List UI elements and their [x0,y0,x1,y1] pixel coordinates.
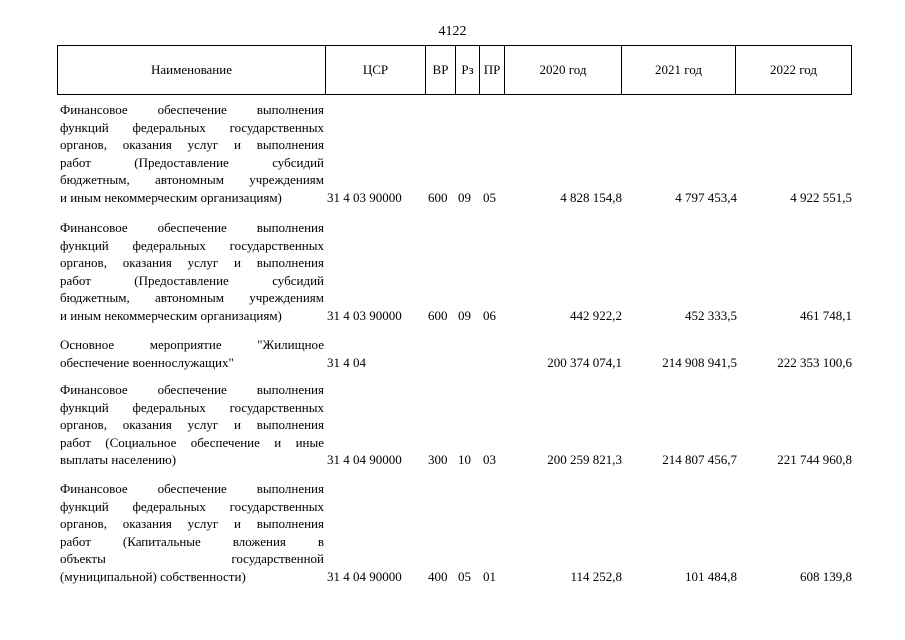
row-name-line: и иным некоммерческим организациям) [60,307,282,323]
header-rz: Рз [456,46,480,94]
header-name: Наименование [58,46,326,94]
row-name-line: органов, оказания услуг и выполнения [60,137,324,153]
row-pr: 03 [483,452,496,468]
row-2021: 214 908 941,5 [662,354,737,370]
header-vr: ВР [426,46,456,94]
row-name-line: и иным некоммерческим организациям) [60,189,282,205]
row-name-line: работ (Предоставление субсидий [60,272,324,288]
header-2021: 2021 год [622,46,736,94]
row-2020: 200 374 074,1 [547,354,622,370]
row-csr: 31 4 04 90000 [327,569,402,584]
row-name-line: Финансовое обеспечение выполнения [60,220,324,235]
row-name-line: функций федеральных государственных [60,119,324,135]
table-header [57,45,852,95]
row-name [60,219,324,325]
row-2021: 4 797 453,4 [675,190,737,205]
row-pr: 06 [483,308,496,323]
row-name-line: функций федеральных государственных [60,498,324,514]
row-name-line: Финансовое обеспечение выполнения [60,382,324,397]
row-name-line: органов, оказания услуг и выполнения [60,255,324,271]
row-rz: 09 [458,308,471,323]
row-vr: 600 [428,190,448,205]
row-name-line: объекты государственной [60,551,324,567]
header-2020: 2020 год [505,46,622,94]
row-2022: 608 139,8 [800,569,852,584]
row-2022: 221 744 960,8 [777,452,852,468]
row-2022: 4 922 551,5 [790,190,852,205]
row-name-line: бюджетным, автономным учреждениям [60,290,324,306]
row-name-line: Финансовое обеспечение выполнения [60,481,324,496]
row-2021: 214 807 456,7 [662,452,737,468]
row-csr: 31 4 04 [327,354,366,370]
row-name [60,381,324,469]
row-name-line: органов, оказания услуг и выполнения [60,417,324,433]
row-name-line: Финансовое обеспечение выполнения [60,102,324,117]
row-vr: 300 [428,452,448,468]
row-vr: 400 [428,569,448,584]
row-name-line: работ (Предоставление субсидий [60,154,324,170]
row-name-line: органов, оказания услуг и выполнения [60,516,324,532]
row-2021: 452 333,5 [685,308,737,323]
header-2022: 2022 год [770,62,817,77]
row-2022: 461 748,1 [800,308,852,323]
row-name-line: работ (Капитальные вложения в [60,533,324,549]
header-pr: ПР [480,46,505,94]
row-rz: 10 [458,452,471,468]
row-name-line: функций федеральных государственных [60,237,324,253]
row-csr: 31 4 03 90000 [327,190,402,205]
row-pr: 01 [483,569,496,584]
row-name-line: обеспечение военнослужащих" [60,354,234,370]
header-csr: ЦСР [326,46,426,94]
row-csr: 31 4 03 90000 [327,308,402,323]
row-name [60,101,324,207]
row-name-line: Основное мероприятие "Жилищное [60,337,324,352]
page-number: 4122 [438,24,467,39]
row-name-line: функций федеральных государственных [60,399,324,415]
row-vr: 600 [428,308,448,323]
row-2020: 200 259 821,3 [547,452,622,468]
row-2020: 4 828 154,8 [560,190,622,205]
row-name-line: выплаты населению) [60,452,177,468]
row-rz: 09 [458,190,471,205]
row-name [60,480,324,586]
row-pr: 05 [483,190,496,205]
row-name-line: (муниципальной) собственности) [60,568,246,584]
row-name-line: бюджетным, автономным учреждениям [60,172,324,188]
row-rz: 05 [458,569,471,584]
row-csr: 31 4 04 90000 [327,452,402,468]
row-2022: 222 353 100,6 [777,354,852,370]
row-2020: 442 922,2 [570,308,622,323]
row-2021: 101 484,8 [685,569,737,584]
row-2020: 114 252,8 [570,569,622,584]
row-name [60,336,324,371]
row-name-line: работ (Социальное обеспечение и иные [60,434,324,450]
